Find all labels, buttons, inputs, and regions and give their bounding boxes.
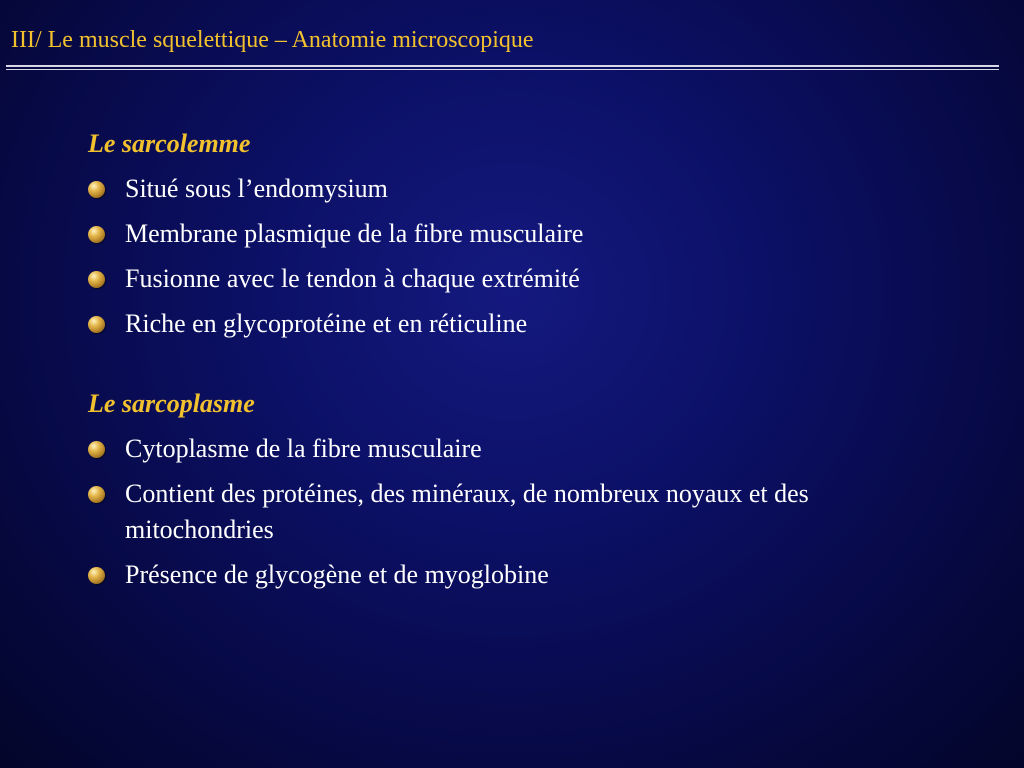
gold-sphere-bullet-icon [88,441,105,458]
list-item-text: Membrane plasmique de la fibre musculaire [125,219,584,248]
section-heading: Le sarcolemme [88,129,251,158]
list-item [88,306,928,342]
section-heading: Le sarcoplasme [88,389,255,418]
list-item [88,261,928,297]
gold-sphere-bullet-icon [88,567,105,584]
list-item-text: Situé sous l’endomysium [125,174,388,203]
list-item [88,476,928,548]
list-item [88,216,928,252]
gold-sphere-bullet-icon [88,271,105,288]
bullet-list [88,431,928,593]
section-spacer [88,342,928,386]
list-item-text: Contient des protéines, des minéraux, de nombreux noyaux et des mitochondries [125,479,809,544]
gold-sphere-bullet-icon [88,316,105,333]
section-sarcoplasme [88,386,928,593]
list-item-text: Cytoplasme de la fibre musculaire [125,434,482,463]
bullet-list [88,171,928,342]
list-item-text: Présence de glycogène et de myoglobine [125,560,549,589]
list-item [88,557,928,593]
section-sarcolemme [88,126,928,342]
gold-sphere-bullet-icon [88,226,105,243]
slide-title: III/ Le muscle squelettique – Anatomie microscopique [11,27,534,53]
title-divider [6,65,999,67]
title-divider-secondary [6,69,999,70]
slide-content [88,126,928,593]
gold-sphere-bullet-icon [88,181,105,198]
list-item-text: Riche en glycoprotéine et en réticuline [125,309,528,338]
list-item [88,171,928,207]
list-item-text: Fusionne avec le tendon à chaque extrémité [125,264,580,293]
list-item [88,431,928,467]
gold-sphere-bullet-icon [88,486,105,503]
